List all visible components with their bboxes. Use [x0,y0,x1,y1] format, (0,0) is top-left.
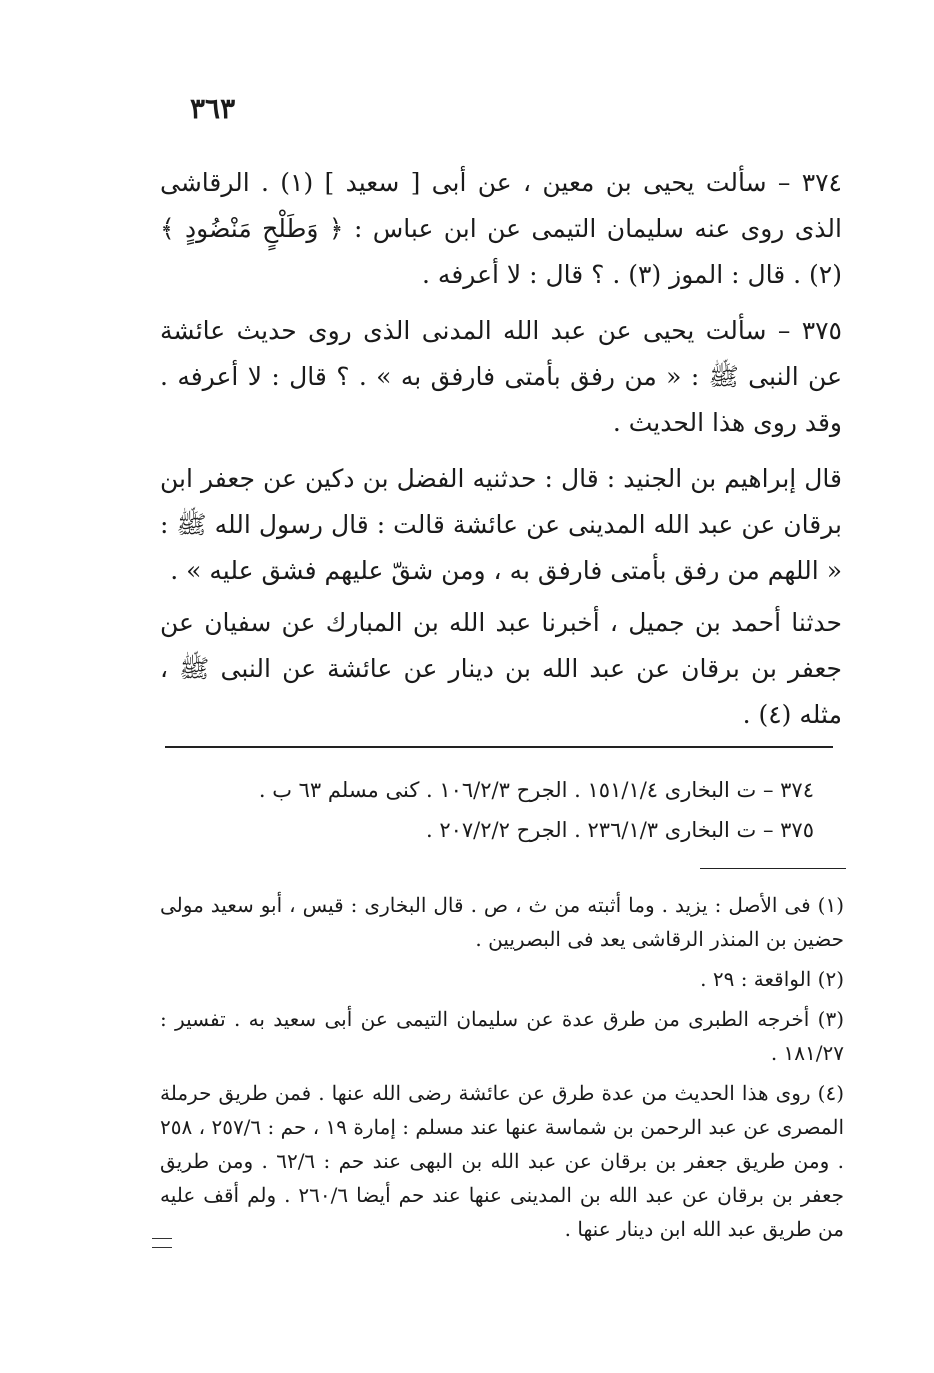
end-of-page-mark [152,1238,172,1248]
footnote-3: (٣) أخرجه الطبرى من طرق عدة عن سليمان التيمى عن أبى سعيد به . تفسير : ١٨١/٢٧ . [160,1007,844,1065]
narration-paragraph-1: قال إبراهيم بن الجنيد : قال : حدثنيه الفضل بن دكين عن جعفر ابن برقان عن عبد الله المدينى عن عائشة قالت : قال رسول الله ﷺ : « اللهم من رفق بأمتى فارفق به ، ومن شقّ عليهم فشق عليه » . [160,464,842,585]
footnote-1: (١) فى الأصل : يزيد . وما أثبته من ث ، ص . قال البخارى : قيس ، أبو سعيد مولى حضين بن المنذر الرقاشى يعد فى البصريين . [160,893,844,951]
references-block [160,770,814,850]
footnotes-divider [700,868,846,869]
reference-375: ٣٧٥ – ت البخارى ٢٣٦/١/٣ . الجرح ٢٠٧/٢/٢ . [425,818,814,842]
entry-375-paragraph: ٣٧٥ – سألت يحيى عن عبد الله المدنى الذى روى حديث عائشة عن النبى ﷺ : « من رفق بأمتى فارفق به » . ؟ قال : لا أعرفه . وقد روى هذا الحديث . [160,316,842,437]
references-divider [165,746,833,748]
entry-374-paragraph: ٣٧٤ – سألت يحيى بن معين ، عن أبى [ سعيد ] (١) . الرقاشى الذى روى عنه سليمان التيمى عن ابن عباس : ﴿ وَطَلْحٍ مَنْضُودٍ ﴾ (٢) . قال : الموز (٣) . ؟ قال : لا أعرفه . [160,168,842,289]
footnotes-block [160,888,844,1252]
footnote-4: (٤) روى هذا الحديث من عدة طرق عن عائشة رضى الله عنها . فمن طريق حرملة المصرى عن عبد الرحمن بن شماسة عنها عند مسلم : إمارة ١٩ ، حم : ٢٥٧/٦ ، ٢٥٨ . ومن طريق جعفر بن برقان عن عبد الله بن البهى عند حم : ٦٢/٦ . ومن طريق جعفر بن برقان عن عبد الله بن المدينى عنها عند حم أيضا ٢٦٠/٦ . ولم أقف عليه من طريق عبد الله ابن دينار عنها . [160,1081,845,1241]
page-number: ٣٦٣ [190,92,236,125]
reference-374: ٣٧٤ – ت البخارى ١٥١/١/٤ . الجرح ١٠٦/٢/٣ . كنى مسلم ٦٣ ب . [258,778,814,802]
footnote-2: (٢) الواقعة : ٢٩ . [700,967,844,991]
narration-paragraph-2: حدثنا أحمد بن جميل ، أخبرنا عبد الله بن المبارك عن سفيان عن جعفر بن برقان عن عبد الله بن دينار عن عائشة عن النبى ﷺ ، مثله (٤) . [160,608,842,729]
main-text-body [160,160,842,744]
